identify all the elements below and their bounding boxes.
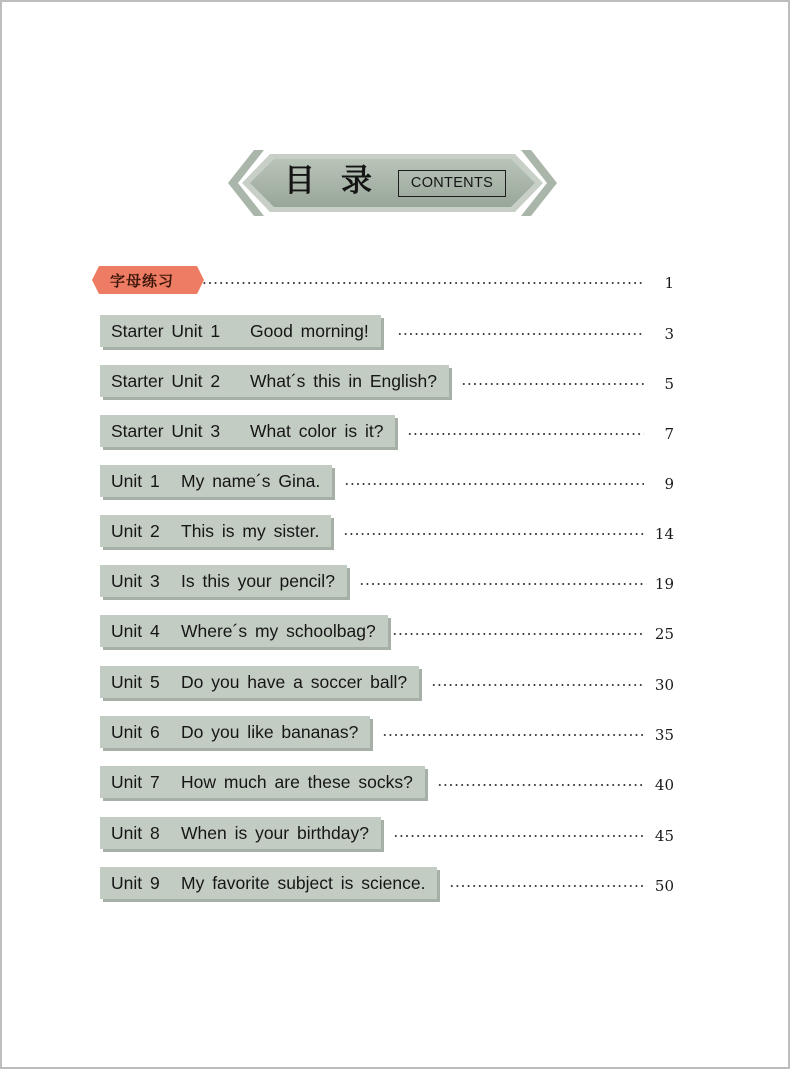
toc-leader-dots	[343, 533, 644, 535]
toc-leader-dots	[196, 282, 644, 284]
toc-leader-dots	[449, 885, 644, 887]
toc-row-unit-5[interactable]	[100, 666, 674, 698]
toc-leader-dots	[407, 433, 644, 435]
toc-unit-label	[100, 365, 449, 397]
toc-unit-label	[100, 315, 381, 347]
toc-unit-number: Unit 7	[111, 771, 160, 792]
toc-unit-label	[100, 666, 419, 698]
toc-leader-dots	[461, 383, 644, 385]
letter-practice-label: 字母练习	[110, 271, 175, 290]
toc-page-number: 7	[664, 425, 674, 443]
toc-unit-label	[100, 565, 347, 597]
toc-page-number: 9	[664, 475, 674, 493]
toc-page-number: 5	[664, 375, 674, 393]
toc-unit-label	[100, 867, 437, 899]
toc-unit-title: My favorite subject is science.	[181, 872, 426, 893]
toc-row-starter-1[interactable]	[100, 315, 674, 347]
toc-page-number: 50	[654, 877, 674, 895]
toc-unit-label	[100, 817, 381, 849]
toc-unit-label	[100, 716, 370, 748]
toc-unit-title: Good morning!	[250, 320, 369, 341]
toc-page-number: 3	[664, 325, 674, 343]
toc-leader-dots	[437, 784, 644, 786]
toc-leader-dots	[344, 483, 644, 485]
toc-row-unit-1[interactable]	[100, 465, 674, 497]
toc-page-number: 45	[654, 827, 674, 845]
toc-page-number: 30	[654, 676, 674, 694]
letter-practice-tag	[92, 266, 192, 294]
toc-page-number: 19	[654, 575, 674, 593]
toc-unit-number: Unit 2	[111, 520, 160, 541]
toc-leader-dots	[397, 333, 644, 335]
toc-leader-dots	[392, 633, 644, 635]
toc-unit-title: Do you have a soccer ball?	[181, 671, 408, 692]
toc-unit-label	[100, 415, 395, 447]
toc-page-number: 40	[654, 776, 674, 794]
toc-leader-dots	[393, 835, 644, 837]
page-title-en: CONTENTS	[398, 170, 506, 197]
toc-unit-number: Unit 1	[111, 470, 160, 491]
toc-unit-title: Where´s my schoolbag?	[181, 620, 376, 641]
toc-unit-label	[100, 766, 425, 798]
toc-unit-title: How much are these socks?	[181, 771, 413, 792]
toc-unit-label	[100, 465, 332, 497]
toc-row-unit-4[interactable]	[100, 615, 674, 647]
toc-unit-title: Is this your pencil?	[181, 570, 335, 591]
toc-unit-title: What´s this in English?	[250, 370, 437, 391]
toc-row-unit-8[interactable]	[100, 817, 674, 849]
toc-unit-title: What color is it?	[250, 420, 384, 441]
toc-unit-number: Unit 5	[111, 671, 160, 692]
toc-unit-title: This is my sister.	[181, 520, 320, 541]
toc-row-unit-7[interactable]	[100, 766, 674, 798]
toc-row-starter-3[interactable]	[100, 415, 674, 447]
toc-leader-dots	[382, 734, 644, 736]
toc-page-number: 14	[654, 525, 674, 543]
toc-row-letters[interactable]	[92, 264, 674, 296]
toc-row-starter-2[interactable]	[100, 365, 674, 397]
toc-page-number: 25	[654, 625, 674, 643]
toc-page-number: 35	[654, 726, 674, 744]
toc-row-unit-6[interactable]	[100, 716, 674, 748]
toc-unit-title: My name´s Gina.	[181, 470, 321, 491]
toc-row-unit-9[interactable]	[100, 867, 674, 899]
toc-row-unit-3[interactable]	[100, 565, 674, 597]
toc-unit-label	[100, 515, 331, 547]
toc-unit-title: Do you like bananas?	[181, 721, 359, 742]
toc-page-number: 1	[664, 274, 674, 292]
toc-unit-number: Starter Unit 1	[111, 320, 221, 341]
toc-row-unit-2[interactable]	[100, 515, 674, 547]
toc-unit-number: Unit 4	[111, 620, 160, 641]
toc-unit-number: Unit 3	[111, 570, 160, 591]
toc-unit-number: Unit 6	[111, 721, 160, 742]
toc-unit-number: Unit 8	[111, 822, 160, 843]
toc-leader-dots	[431, 684, 644, 686]
toc-unit-number: Unit 9	[111, 872, 160, 893]
toc-unit-title: When is your birthday?	[181, 822, 369, 843]
toc-unit-number: Starter Unit 3	[111, 420, 221, 441]
toc-unit-number: Starter Unit 2	[111, 370, 221, 391]
page-title-cn: 目录	[284, 163, 398, 199]
toc-unit-label	[100, 615, 388, 647]
toc-leader-dots	[359, 583, 644, 585]
